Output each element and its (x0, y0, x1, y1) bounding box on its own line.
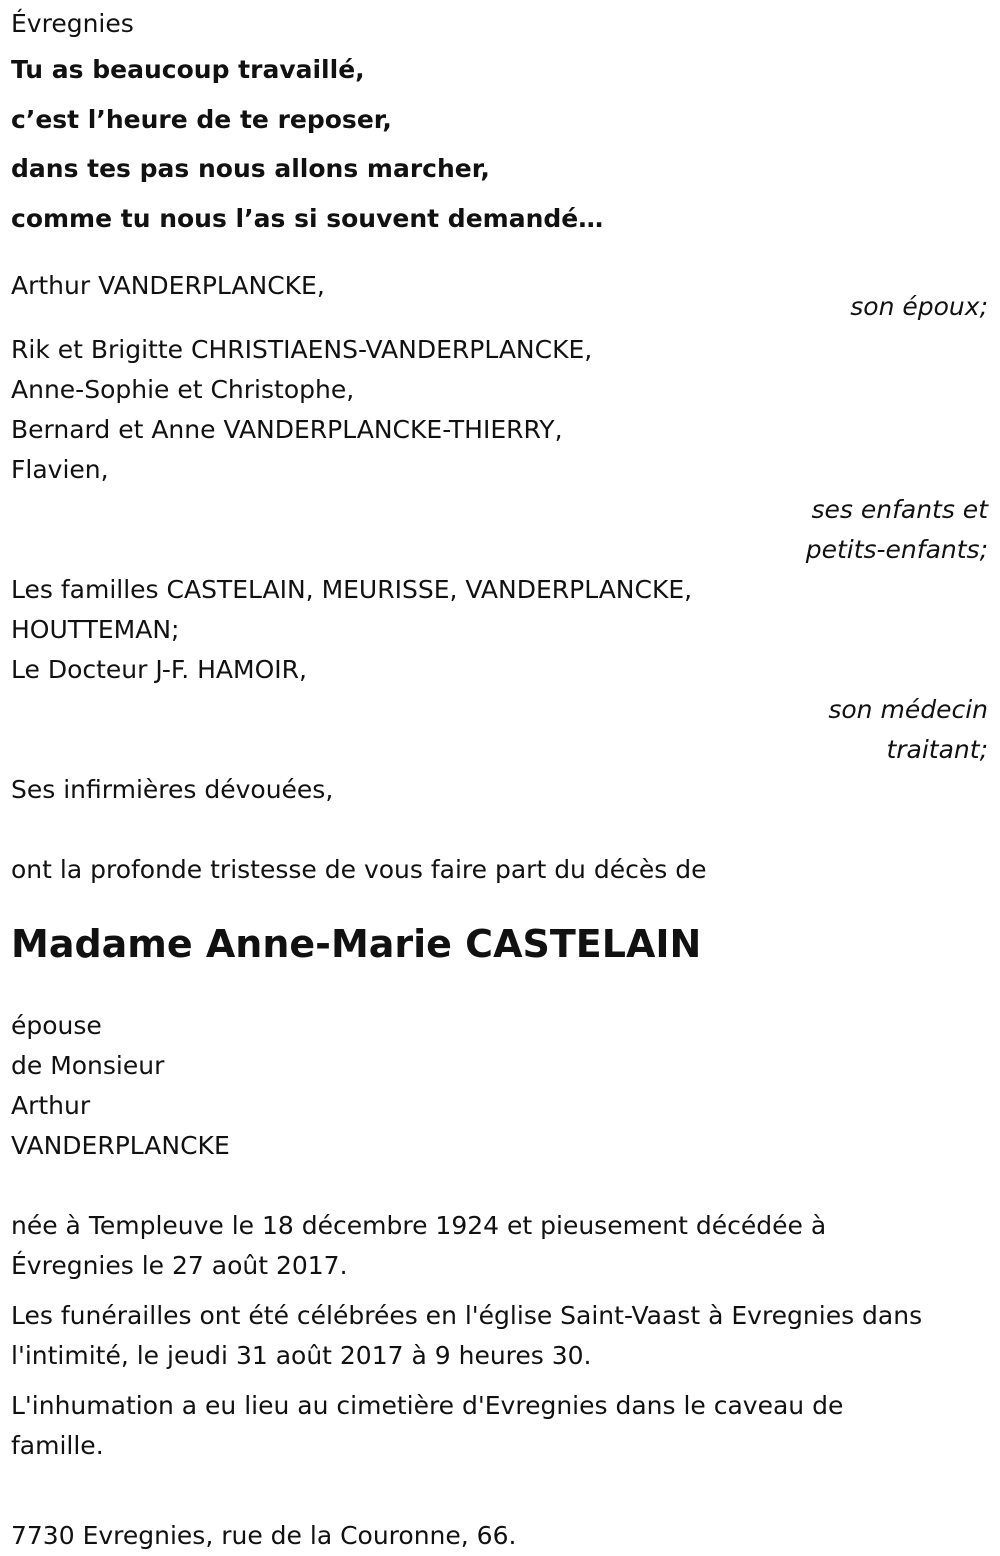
children-role-line: ses enfants et (811, 495, 988, 524)
doctor-role-line: traitant; (886, 735, 988, 764)
funeral-line: l'intimité, le jeudi 31 août 2017 à 9 heures 30. (11, 1341, 592, 1370)
funeral-line: Les funérailles ont été célébrées en l'église Saint-Vaast à Evregnies dans (11, 1301, 923, 1330)
burial-paragraph (11, 1386, 990, 1466)
spouse-line: de Monsieur (11, 1051, 165, 1080)
birth-death-line: Évregnies le 27 août 2017. (11, 1251, 348, 1280)
deceased-name: Madame Anne-Marie CASTELAIN (11, 922, 702, 966)
spouse-block (11, 266, 990, 330)
families-line: Les familles CASTELAIN, MEURISSE, VANDERPLANCKE, (11, 575, 693, 604)
children-role-line: petits-enfants; (805, 535, 988, 564)
nurses-line: Ses infirmières dévouées, (11, 775, 334, 804)
spouse-role (11, 292, 988, 330)
deceased-spouse-block (11, 1006, 990, 1166)
place-header: Évregnies (11, 9, 134, 38)
poem-line: dans tes pas nous allons marcher, (11, 154, 490, 183)
spouse-line: Arthur (11, 1091, 91, 1120)
families-block (11, 570, 990, 650)
families-line: HOUTTEMAN; (11, 615, 180, 644)
children-block (11, 330, 990, 570)
child-name: Bernard et Anne VANDERPLANCKE-THIERRY, (11, 415, 563, 444)
birth-death-paragraph (11, 1206, 990, 1286)
doctor-name: Le Docteur J-F. HAMOIR, (11, 655, 307, 684)
spouse-name: Arthur VANDERPLANCKE, (11, 271, 325, 300)
child-name: Anne-Sophie et Christophe, (11, 375, 355, 404)
burial-line: famille. (11, 1431, 104, 1460)
funeral-paragraph (11, 1296, 990, 1376)
doctor-block (11, 650, 990, 770)
poem-line: Tu as beaucoup travaillé, (11, 55, 365, 84)
announcement: ont la profonde tristesse de vous faire part du décès de (11, 855, 707, 884)
poem-line: c’est l’heure de te reposer, (11, 104, 392, 134)
doctor-role-line: son médecin (828, 695, 988, 724)
spouse-role-text: son époux; (850, 292, 988, 321)
spouse-line: VANDERPLANCKE (11, 1131, 230, 1160)
spouse-line: épouse (11, 1011, 102, 1040)
burial-line: L'inhumation a eu lieu au cimetière d'Evregnies dans le caveau de (11, 1391, 844, 1420)
child-name: Rik et Brigitte CHRISTIAENS-VANDERPLANCKE, (11, 335, 593, 364)
poem (11, 45, 990, 243)
poem-line: comme tu nous l’as si souvent demandé… (11, 203, 604, 233)
address: 7730 Evregnies, rue de la Couronne, 66. (11, 1521, 517, 1550)
child-name: Flavien, (11, 455, 109, 484)
birth-death-line: née à Templeuve le 18 décembre 1924 et pieusement décédée à (11, 1211, 827, 1240)
